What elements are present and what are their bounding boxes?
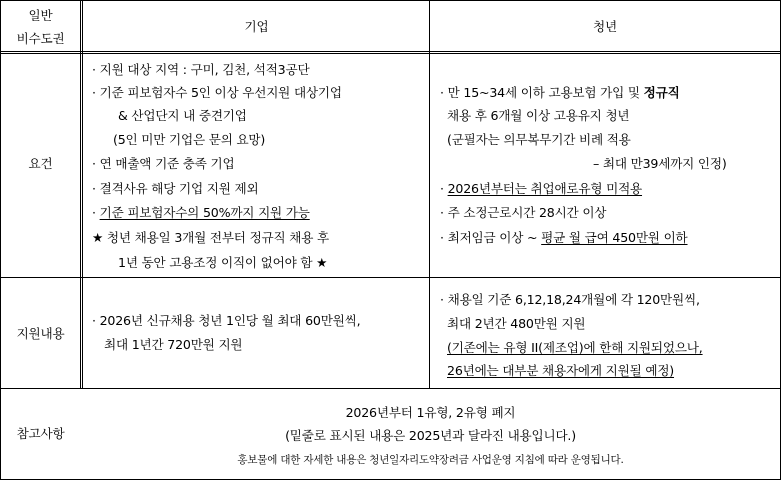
company-requirement-line: 1년 동안 고용조정 이직이 없어야 함 ★ — [118, 255, 328, 270]
table-border-bottom — [0, 479, 781, 480]
company-requirement-line: · 결격사유 해당 기업 지원 제외 — [92, 181, 259, 196]
column-divider — [429, 0, 430, 389]
youth-requirement-text: · 최저임금 이상 ~ — [440, 230, 542, 245]
youth-requirement-line: – 최대 만39세까지 인정) — [593, 156, 727, 171]
youth-requirement-line: · 2026년부터는 취업애로유형 미적용 — [440, 181, 643, 196]
youth-requirement-line — [440, 85, 680, 101]
youth-support-line: (기존에는 유형 II(제조업)에 한해 지원되었으나, — [447, 340, 703, 355]
company-requirement-line: · 기준 피보험자수의 50%까지 지원 가능 — [92, 205, 310, 220]
notes-line: 2026년부터 1유형, 2유형 폐지 — [345, 405, 516, 420]
youth-requirement-line: · 주 소정근로시간 28시간 이상 — [440, 205, 607, 220]
company-requirement-line: · 연 매출액 기준 충족 기업 — [92, 156, 235, 171]
row-divider — [0, 277, 781, 278]
youth-requirement-line: 채용 후 6개월 이상 고용유지 청년 — [447, 108, 630, 123]
row-label-requirements: 요건 — [28, 156, 53, 171]
header-youth: 청년 — [593, 19, 617, 34]
notes-line: (밑줄로 표시된 내용은 2025년과 달라진 내용입니다.) — [285, 428, 576, 443]
header-region-line2: 비수도권 — [16, 31, 65, 46]
youth-support-line: 최대 2년간 480만원 지원 — [447, 316, 586, 331]
youth-support-line: 26년에는 대부분 채용자에게 지원될 예정) — [447, 363, 675, 378]
youth-requirement-line: (군필자는 의무복무기간 비례 적용 — [447, 132, 631, 147]
youth-support-line: · 채용일 기준 6,12,18,24개월에 각 120만원씩, — [440, 292, 700, 307]
company-requirement-line: (5인 미만 기업은 문의 요망) — [113, 132, 266, 147]
changed-text: 기준 피보험자수의 50%까지 지원 가능 — [99, 205, 310, 220]
table-border-left — [0, 0, 1, 480]
youth-requirement-line — [440, 230, 688, 246]
notes-footnote: 홍보물에 대한 자세한 내용은 청년일자리도약장려금 사업운영 지침에 따라 운영됩니다. — [237, 454, 624, 466]
company-requirement-line: & 산업단지 내 중견기업 — [118, 108, 247, 123]
header-company: 기업 — [244, 19, 269, 34]
company-requirement-line: · 기준 피보험자수 5인 이상 우선지원 대상기업 — [92, 85, 342, 100]
youth-requirement-text: · 만 15~34세 이하 고용보험 가입 및 — [440, 85, 644, 100]
header-divider — [0, 51, 781, 54]
table-border-top — [0, 0, 781, 1]
company-support-line: · 2026년 신규채용 청년 1인당 월 최대 60만원씩, — [92, 313, 361, 328]
row-divider — [0, 388, 781, 389]
row-label-notes: 참고사항 — [16, 426, 65, 441]
table-border-right — [780, 0, 781, 480]
emphasis-text: 정규직 — [643, 85, 680, 100]
changed-text: 2026년부터는 취업애로유형 미적용 — [447, 181, 643, 196]
changed-text: 평균 월 급여 450만원 이하 — [541, 230, 688, 245]
header-region-line1: 일반 — [28, 8, 53, 23]
company-support-line: 최대 1년간 720만원 지원 — [104, 337, 243, 352]
company-requirement-line: · 지원 대상 지역 : 구미, 김천, 석적3공단 — [92, 62, 310, 77]
company-requirement-line: ★ 청년 채용일 3개월 전부터 정규직 채용 후 — [92, 230, 329, 245]
row-label-support: 지원내용 — [16, 326, 65, 341]
